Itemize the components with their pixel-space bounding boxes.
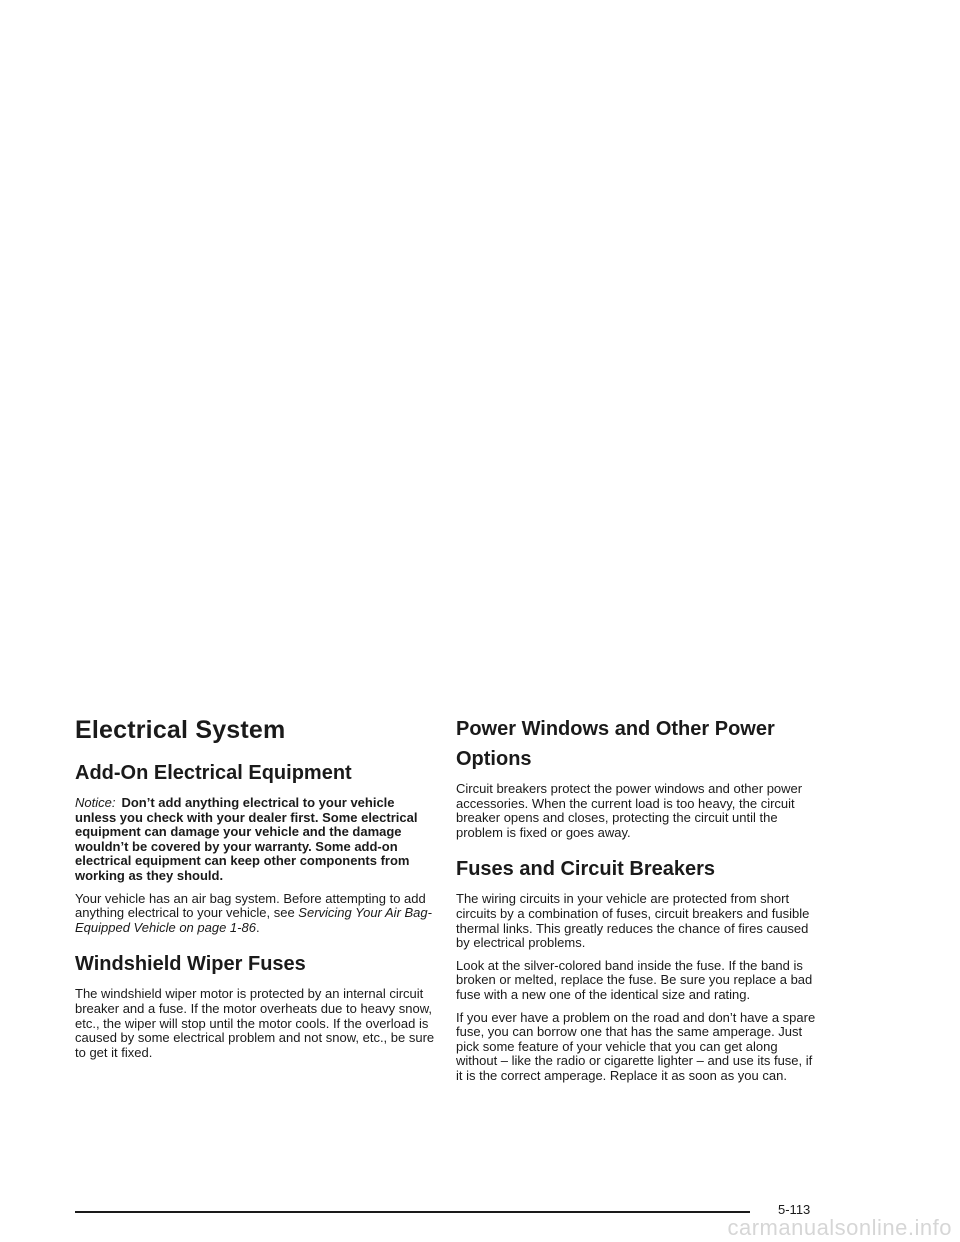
notice-text: Don’t add anything electrical to your vehicle unless you check with your dealer first. Some electrical equipment can damage your vehicle and the damage wouldn’t be covered by your warranty. Some add-on electrical equipment can keep other components from working as they should. (75, 795, 418, 883)
watermark: carmanualsonline.info (727, 1215, 952, 1240)
fuses-paragraph-1: The wiring circuits in your vehicle are protected from short circuits by a combination of fuses, circuit breakers and fusible thermal links. This greatly reduces the chance of fires caused by electrical problems. (456, 891, 810, 951)
addon-section (75, 760, 439, 935)
notice-paragraph (75, 796, 439, 884)
airbag-paragraph (75, 892, 439, 936)
addon-heading: Add-On Electrical Equipment (75, 762, 352, 784)
footer-rule (75, 1211, 750, 1213)
wiper-section (75, 951, 439, 1060)
fuses-paragraph-2: Look at the silver-colored band inside the fuse. If the band is broken or melted, replace the fuse. Be sure you replace a bad fuse with a new one of the identical size and rating. (456, 957, 813, 1002)
section-title: Electrical System (75, 716, 286, 744)
fuses-paragraph-3: If you ever have a problem on the road and don’t have a spare fuse, you can borrow one that has the same amperage. Just pick some feature of your vehicle that you can get along without – like the radio or cigarette lighter – and use its fuse, if it is the correct amperage. Replace it as soon as you can. (456, 1009, 816, 1083)
airbag-cross-reference[interactable]: Servicing Your Air Bag-Equipped Vehicle on page 1-86 (75, 905, 432, 935)
airbag-text-end: . (255, 919, 260, 935)
power-section (456, 714, 818, 840)
left-column (75, 714, 439, 1076)
airbag-text: Your vehicle has an air bag system. Before attempting to add anything electrical to your vehicle, see (75, 890, 426, 921)
wiper-paragraph: The windshield wiper motor is protected by an internal circuit breaker and a fuse. If the motor overheats due to heavy snow, etc., the wiper will stop until the motor cools. If the overload is caused by some electrical problem and not snow, etc., be sure to get it fixed. (75, 986, 435, 1060)
right-column (456, 714, 818, 1100)
fuses-section (456, 856, 818, 1083)
fuses-heading: Fuses and Circuit Breakers (456, 858, 715, 881)
page-number: 5-113 (778, 1202, 811, 1217)
notice-label: Notice: (75, 795, 116, 810)
power-heading: Power Windows and Other Power Options (456, 718, 775, 770)
power-paragraph: Circuit breakers protect the power windows and other power accessories. When the current load is too heavy, the circuit breaker opens and closes, protecting the circuit until the problem is fixed or goes away. (456, 781, 803, 840)
wiper-heading: Windshield Wiper Fuses (75, 953, 306, 976)
